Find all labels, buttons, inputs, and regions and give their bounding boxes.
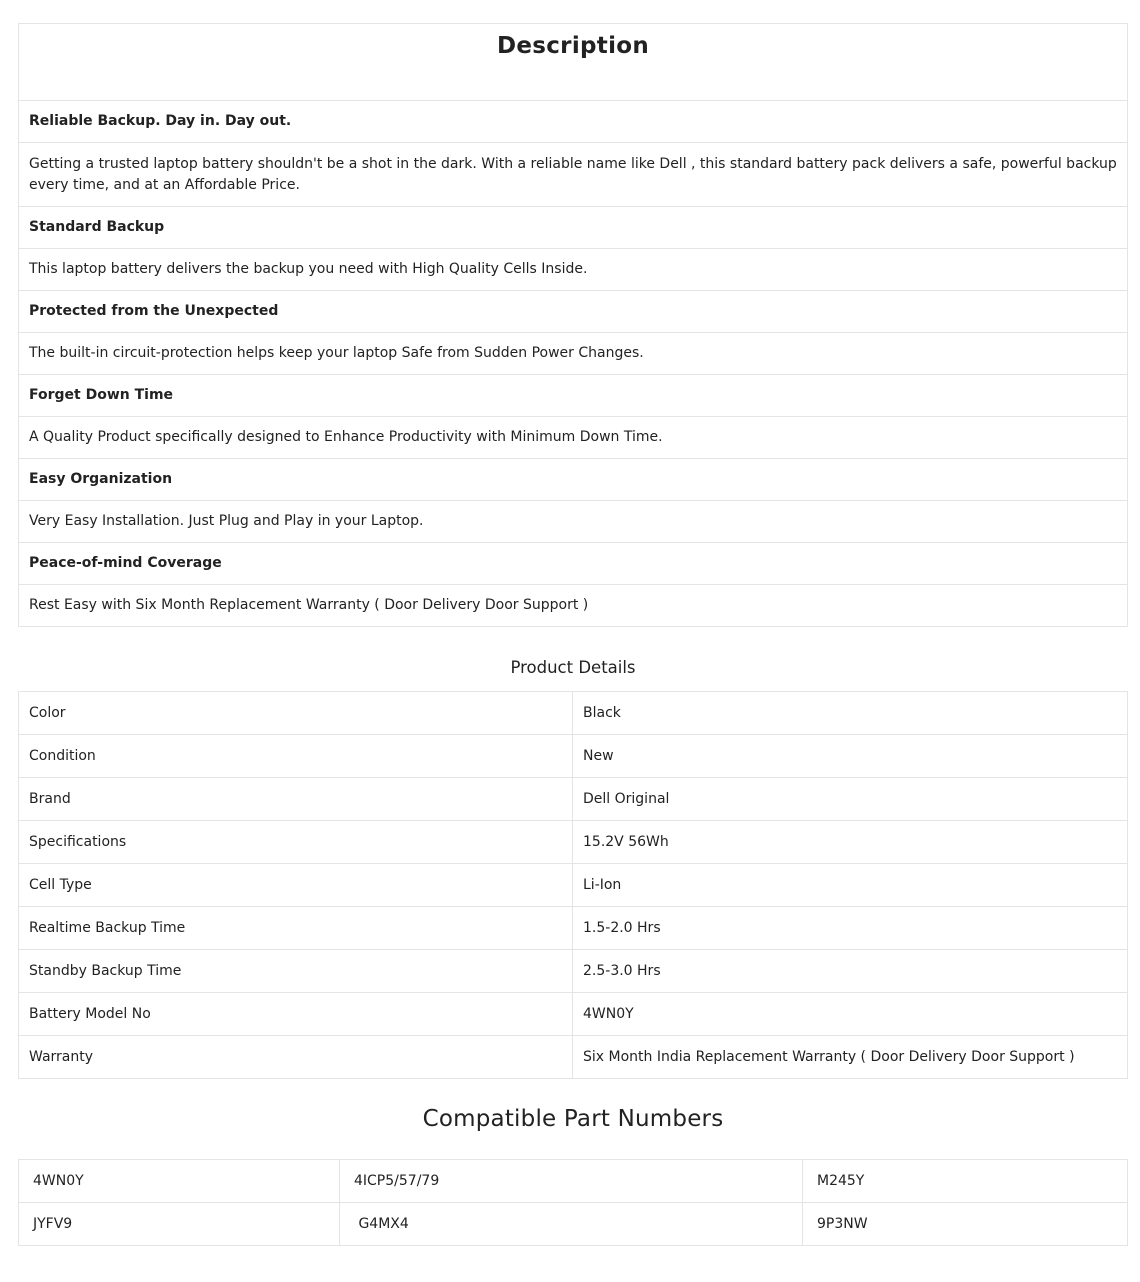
description-cell: Forget Down Time: [19, 375, 1128, 417]
product-detail-row: [19, 864, 1128, 907]
description-row: [19, 101, 1128, 143]
description-cell: Protected from the Unexpected: [19, 291, 1128, 333]
product-detail-value: Li-Ion: [573, 864, 1128, 907]
product-detail-row: [19, 821, 1128, 864]
description-cell: Very Easy Installation. Just Plug and Play in your Laptop.: [19, 501, 1128, 543]
part-number-cell: JYFV9: [19, 1203, 340, 1246]
product-detail-value: New: [573, 735, 1128, 778]
description-cell: This laptop battery delivers the backup you need with High Quality Cells Inside.: [19, 249, 1128, 291]
product-detail-value: Black: [573, 692, 1128, 735]
description-row: [19, 207, 1128, 249]
description-row: [19, 291, 1128, 333]
description-row: [19, 333, 1128, 375]
description-title: Description: [496, 33, 650, 59]
description-row: [19, 417, 1128, 459]
description-cell: Easy Organization: [19, 459, 1128, 501]
product-detail-key: Standby Backup Time: [19, 950, 573, 993]
description-cell: Standard Backup: [19, 207, 1128, 249]
product-detail-row: [19, 1036, 1128, 1079]
part-number-cell: G4MX4: [340, 1203, 803, 1246]
product-details-table: [18, 691, 1128, 1079]
product-detail-key: Warranty: [19, 1036, 573, 1079]
description-cell: A Quality Product specifically designed to Enhance Productivity with Minimum Down Time.: [19, 417, 1128, 459]
compatible-parts-row: [19, 1203, 1128, 1246]
product-detail-key: Condition: [19, 735, 573, 778]
description-cell: The built-in circuit-protection helps keep your laptop Safe from Sudden Power Changes.: [19, 333, 1128, 375]
description-row: [19, 501, 1128, 543]
product-detail-key: Realtime Backup Time: [19, 907, 573, 950]
description-cell: Getting a trusted laptop battery shouldn't be a shot in the dark. With a reliable name like Dell , this standard battery pack delivers a safe, powerful backup every time, and at an Affordable Price.: [19, 143, 1128, 207]
part-number-cell: 9P3NW: [803, 1203, 1128, 1246]
description-row: [19, 585, 1128, 627]
description-row: [19, 143, 1128, 207]
product-detail-row: [19, 735, 1128, 778]
product-detail-value: 4WN0Y: [573, 993, 1128, 1036]
product-detail-value: 15.2V 56Wh: [573, 821, 1128, 864]
product-detail-row: [19, 692, 1128, 735]
description-row: [19, 375, 1128, 417]
description-header-cell: [19, 24, 1128, 101]
compatible-parts-title: Compatible Part Numbers: [422, 1106, 724, 1132]
product-detail-key: Specifications: [19, 821, 573, 864]
product-detail-value: 2.5-3.0 Hrs: [573, 950, 1128, 993]
product-detail-row: [19, 778, 1128, 821]
product-detail-value: Six Month India Replacement Warranty ( Door Delivery Door Support ): [573, 1036, 1128, 1079]
description-table: [18, 23, 1128, 627]
compatible-parts-table: [18, 1159, 1128, 1246]
product-detail-value: 1.5-2.0 Hrs: [573, 907, 1128, 950]
part-number-cell: 4ICP5/57/79: [340, 1160, 803, 1203]
product-detail-row: [19, 950, 1128, 993]
product-detail-row: [19, 907, 1128, 950]
compatible-parts-row: [19, 1160, 1128, 1203]
product-detail-key: Battery Model No: [19, 993, 573, 1036]
product-details-title: Product Details: [510, 658, 636, 677]
product-detail-key: Color: [19, 692, 573, 735]
description-row: [19, 543, 1128, 585]
product-detail-row: [19, 993, 1128, 1036]
description-cell: Rest Easy with Six Month Replacement Warranty ( Door Delivery Door Support ): [19, 585, 1128, 627]
product-detail-key: Cell Type: [19, 864, 573, 907]
part-number-cell: M245Y: [803, 1160, 1128, 1203]
description-cell: Peace-of-mind Coverage: [19, 543, 1128, 585]
description-cell: Reliable Backup. Day in. Day out.: [19, 101, 1128, 143]
product-page: [18, 23, 1128, 1246]
description-row: [19, 249, 1128, 291]
description-header-row: [19, 24, 1128, 101]
part-number-cell: 4WN0Y: [19, 1160, 340, 1203]
product-detail-key: Brand: [19, 778, 573, 821]
description-row: [19, 459, 1128, 501]
product-detail-value: Dell Original: [573, 778, 1128, 821]
